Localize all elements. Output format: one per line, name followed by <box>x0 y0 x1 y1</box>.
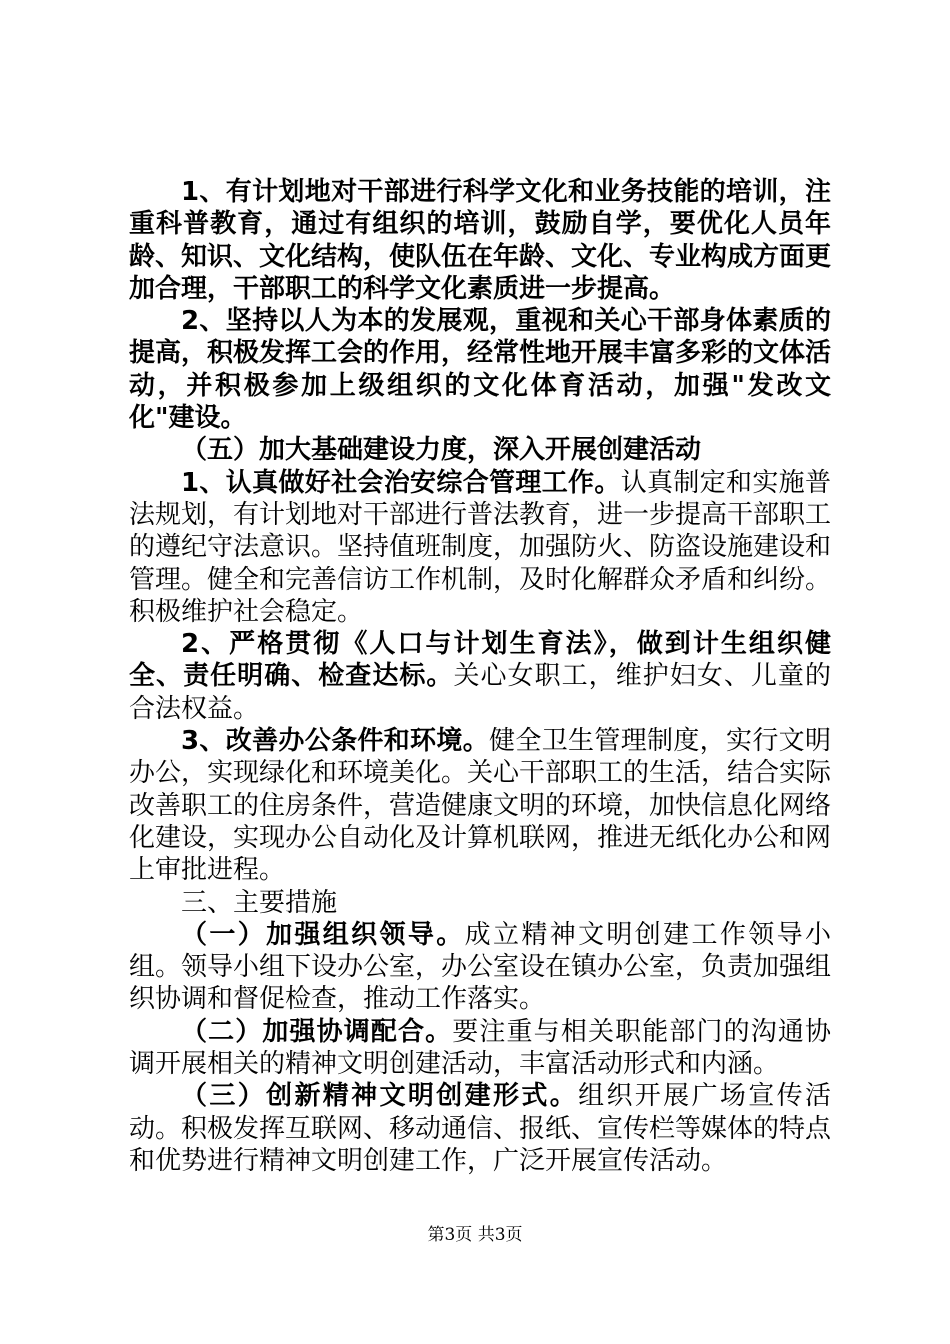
paragraph-public-security <box>129 467 831 628</box>
paragraph-lead: 2、严格贯彻《人口与计划生育法》，做到计生组织健全、责任明确、检查达标。 <box>129 629 831 692</box>
paragraph-innovation <box>129 1080 831 1177</box>
paragraph-people-oriented <box>129 305 831 434</box>
paragraph-body: 组织开展广场宣传活动。积极发挥互联网、移动通信、报纸、宣传栏等媒体的特点和优势进行精神文明创建工作，广泛开展宣传活动。 <box>129 1081 832 1176</box>
section-heading-text: 三、主要措施 <box>181 887 338 918</box>
paragraph-lead: （三）创新精神文明创建形式。 <box>181 1081 579 1112</box>
section-heading-measures <box>129 887 831 919</box>
paragraph-text: 1、有计划地对干部进行科学文化和业务技能的培训，注重科普教育，通过有组织的培训，鼓励自学，要优化人员年龄、知识、文化结构，使队伍在年龄、文化、专业构成方面更加合理，干部职工的科学文化素质进一步提高。 <box>129 177 832 304</box>
paragraph-body: 关心女职工，维护妇女、儿童的合法权益。 <box>129 661 831 724</box>
paragraph-lead: （一）加强组织领导。 <box>181 919 465 950</box>
paragraph-leadership <box>129 919 831 1016</box>
paragraph-office-conditions <box>129 725 831 886</box>
paragraph-body: 成立精神文明创建工作领导小组。领导小组下设办公室，办公室设在镇办公室，负责加强组织协调和督促检查，推动工作落实。 <box>129 919 832 1015</box>
paragraph-lead: 1、认真做好社会治安综合管理工作。 <box>181 467 621 498</box>
paragraph-body: 健全卫生管理制度，实行文明办公，实现绿化和环境美化。关心干部职工的生活，结合实际改善职工的住房条件，营造健康文明的环境，加快信息化网络化建设，实现办公自动化及计算机联网，推进无纸化办公和网上审批进程。 <box>129 726 832 886</box>
section-heading-text: （五）加大基础建设力度，深入开展创建活动 <box>181 435 702 466</box>
paragraph-lead: 3、改善办公条件和环境。 <box>181 726 490 757</box>
paragraph-body: 认真制定和实施普法规划，有计划地对干部进行普法教育，进一步提高干部职工的遵纪守法意识。坚持值班制度，加强防火、防盗设施建设和管理。健全和完善信访工作机制，及时化解群众矛盾和纠纷。积极维护社会稳定。 <box>129 467 832 627</box>
paragraph-text: 2、坚持以人为本的发展观，重视和关心干部身体素质的提高，积极发挥工会的作用，经常性地开展丰富多彩的文体活动，并积极参加上级组织的文化体育活动，加强"发改文化"建设。 <box>129 306 832 434</box>
paragraph-coordination <box>129 1016 831 1081</box>
paragraph-body: 要注重与相关职能部门的沟通协调开展相关的精神文明创建活动，丰富活动形式和内涵。 <box>129 1016 831 1080</box>
page-number-footer: 第3页 共3页 <box>427 1225 523 1245</box>
section-heading-five <box>129 434 831 466</box>
paragraph-lead: （二）加强协调配合。 <box>181 1016 453 1047</box>
paragraph-training <box>129 176 831 305</box>
document-body <box>129 176 831 1177</box>
paragraph-family-planning <box>129 628 831 725</box>
